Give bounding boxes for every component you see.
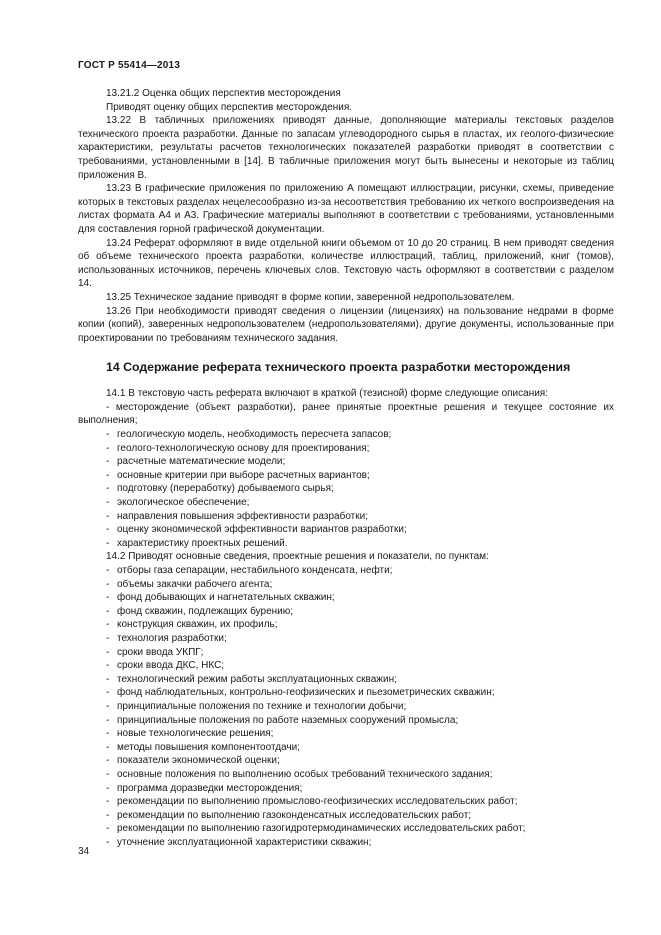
list-item-text: объемы закачки рабочего агента; bbox=[117, 578, 273, 590]
list-dash: - bbox=[106, 605, 110, 617]
list-dash: - bbox=[106, 429, 110, 441]
list-item-text: принципиальные положения по технике и технологии добычи; bbox=[117, 700, 407, 712]
list-item bbox=[78, 673, 614, 687]
list-item-text: принципиальные положения по работе наземных сооружений промысла; bbox=[117, 714, 459, 726]
list-dash: - bbox=[106, 483, 110, 495]
list-item bbox=[78, 782, 614, 796]
list-item bbox=[78, 523, 614, 537]
list-item-text: фонд добывающих и нагнетательных скважин; bbox=[117, 592, 335, 604]
paragraph-14-1: 14.1 В текстовую часть реферата включают в краткой (тезисной) форме следующие описания: bbox=[106, 388, 549, 400]
list-item-text: программа доразведки месторождения; bbox=[117, 782, 303, 794]
paragraph-14-2: 14.2 Приводят основные сведения, проектные решения и показатели, по пунктам: bbox=[106, 551, 489, 563]
list-14-2 bbox=[78, 564, 614, 849]
list-dash: - bbox=[106, 619, 110, 631]
list-item bbox=[78, 510, 614, 524]
document-body bbox=[78, 87, 614, 849]
list-item-text: рекомендации по выполнению промыслово-геофизических исследовательских работ; bbox=[117, 796, 518, 808]
paragraph-13-23: 13.23 В графические приложения по приложению А помещают иллюстрации, рисунки, схемы, приведение которых в текстовых разделах нецелесообразно из-за несоответствия требованию их четкого воспроизведения на листах формата А4 и А3. Графические материалы выполняют в соответствии с требованиями, установленными для составления горной графической документации. bbox=[78, 183, 614, 235]
paragraph-13-24: 13.24 Реферат оформляют в виде отдельной книги объемом от 10 до 20 страниц. В нем приводят сведения об объеме технического проекта разработки, количестве иллюстраций, таблиц, приложений, книг (томов), использованных источников, перечень ключевых слов. Текстовую часть оформляют в соответствии с разделом 14. bbox=[78, 237, 614, 290]
list-item bbox=[78, 591, 614, 605]
list-dash: - bbox=[106, 796, 110, 808]
list-item bbox=[78, 428, 614, 442]
list-dash: - bbox=[106, 632, 110, 644]
list-item bbox=[78, 455, 614, 469]
document-header: ГОСТ Р 55414—2013 bbox=[78, 60, 181, 71]
list-item bbox=[78, 646, 614, 660]
list-item-text: основные критерии при выборе расчетных вариантов; bbox=[117, 469, 370, 481]
list-item bbox=[78, 795, 614, 809]
list-dash: - bbox=[106, 660, 110, 672]
list-dash: - bbox=[106, 646, 110, 658]
list-dash: - bbox=[106, 836, 110, 848]
list-item-text: фонд наблюдательных, контрольно-геофизических и пьезометрических скважин; bbox=[117, 687, 495, 699]
list-item-text: показатели экономической оценки; bbox=[117, 755, 280, 767]
list-item-text: месторождение (объект разработки), ранее принятые проектные решения и текущее состояние их выполнения; bbox=[78, 401, 614, 427]
list-item bbox=[78, 659, 614, 673]
list-item bbox=[78, 482, 614, 496]
paragraph-13-25: 13.25 Техническое задание приводят в форме копии, заверенной недропользователем. bbox=[106, 291, 515, 303]
list-item-text: новые технологические решения; bbox=[117, 728, 274, 740]
list-item bbox=[78, 686, 614, 700]
list-item-text: сроки ввода ДКС, НКС; bbox=[117, 660, 225, 672]
list-dash: - bbox=[106, 823, 110, 835]
list-item bbox=[78, 578, 614, 592]
list-item bbox=[78, 809, 614, 823]
paragraph-13-22: 13.22 В табличных приложениях приводят данные, дополняющие материалы текстовых разделов технического проекта разработки. Данные по запасам углеводородного сырья в пластах, их геолого-физические характеристики, результаты расчетов технологических показателей разработки приводят в соответствии с требованиями, установленными в [14]. В табличные приложения могут быть вынесены и некоторые из таблиц приложения В. bbox=[78, 115, 614, 181]
list-dash: - bbox=[106, 497, 110, 509]
list-dash: - bbox=[106, 565, 110, 576]
list-item bbox=[78, 714, 614, 728]
list-dash: - bbox=[106, 524, 110, 536]
list-dash: - bbox=[106, 673, 110, 685]
list-dash: - bbox=[106, 714, 110, 726]
list-dash: - bbox=[106, 728, 110, 740]
list-item bbox=[78, 469, 614, 483]
list-item bbox=[78, 754, 614, 768]
list-dash: - bbox=[106, 578, 110, 590]
page-number: 34 bbox=[78, 846, 90, 857]
paragraph-13-21-2-text: Приводят оценку общих перспектив месторождения. bbox=[106, 101, 353, 113]
list-item-text: сроки ввода УКПГ; bbox=[117, 646, 204, 658]
list-item-text: фонд скважин, подлежащих бурению; bbox=[117, 605, 294, 617]
list-dash: - bbox=[106, 456, 110, 468]
list-dash: - bbox=[106, 782, 110, 794]
list-item bbox=[78, 618, 614, 632]
list-item-text: экологическое обеспечение; bbox=[117, 497, 250, 509]
list-item bbox=[78, 836, 614, 850]
list-item bbox=[78, 822, 614, 836]
list-item-text: геолого-технологическую основу для проектирования; bbox=[117, 442, 370, 454]
list-dash: - bbox=[106, 442, 110, 454]
list-item-text: конструкция скважин, их профиль; bbox=[117, 619, 278, 631]
list-item-text: уточнение эксплуатационной характеристики скважин; bbox=[117, 836, 372, 848]
list-item-text: рекомендации по выполнению газоконденсатных исследовательских работ; bbox=[117, 809, 472, 821]
list-item-text: расчетные математические модели; bbox=[117, 456, 286, 468]
list-dash: - bbox=[106, 469, 110, 481]
paragraph-13-26: 13.26 При необходимости приводят сведения о лицензии (лицензиях) на пользование недрами в форме копии (копий), заверенных недропользователем (недропользователями), другие документы, использованные при проектировании по требованиям технического задания. bbox=[78, 305, 614, 344]
list-item bbox=[78, 564, 614, 578]
list-dash: - bbox=[106, 755, 110, 767]
list-dash: - bbox=[106, 401, 110, 413]
list-item bbox=[78, 537, 614, 551]
list-item bbox=[78, 496, 614, 510]
list-dash: - bbox=[106, 687, 110, 699]
list-item-text: геологическую модель, необходимость пересчета запасов; bbox=[117, 429, 392, 441]
list-item-text: оценку экономической эффективности вариантов разработки; bbox=[117, 524, 407, 536]
list-item bbox=[78, 605, 614, 619]
list-item bbox=[78, 741, 614, 755]
list-item-text: отборы газа сепарации, нестабильного конденсата, нефти; bbox=[117, 565, 393, 576]
list-item-text: характеристику проектных решений. bbox=[117, 537, 288, 549]
list-item-text: направления повышения эффективности разработки; bbox=[117, 510, 368, 522]
list-item bbox=[78, 700, 614, 714]
list-item bbox=[78, 632, 614, 646]
list-item-text: подготовку (переработку) добываемого сырья; bbox=[117, 483, 334, 495]
section-14-title: 14 Содержание реферата технического проекта разработки месторождения bbox=[106, 360, 571, 375]
list-dash: - bbox=[106, 700, 110, 712]
list-dash: - bbox=[106, 768, 110, 780]
list-item-text: основные положения по выполнению особых требований технического задания; bbox=[117, 768, 493, 780]
list-item-text: технологический режим работы эксплуатационных скважин; bbox=[117, 673, 397, 685]
list-dash: - bbox=[106, 510, 110, 522]
list-item-text: технология разработки; bbox=[117, 632, 227, 644]
list-14-1 bbox=[78, 428, 614, 550]
list-item bbox=[78, 768, 614, 782]
paragraph-13-21-2: 13.21.2 Оценка общих перспектив месторождения bbox=[106, 88, 341, 99]
list-item-text: рекомендации по выполнению газогидротермодинамических исследовательских работ; bbox=[117, 823, 526, 835]
list-item bbox=[78, 727, 614, 741]
list-dash: - bbox=[106, 537, 110, 549]
list-item bbox=[78, 442, 614, 456]
list-dash: - bbox=[106, 741, 110, 753]
list-dash: - bbox=[106, 809, 110, 821]
list-item bbox=[78, 401, 614, 428]
list-item-text: методы повышения компонентоотдачи; bbox=[117, 741, 300, 753]
list-dash: - bbox=[106, 592, 110, 604]
